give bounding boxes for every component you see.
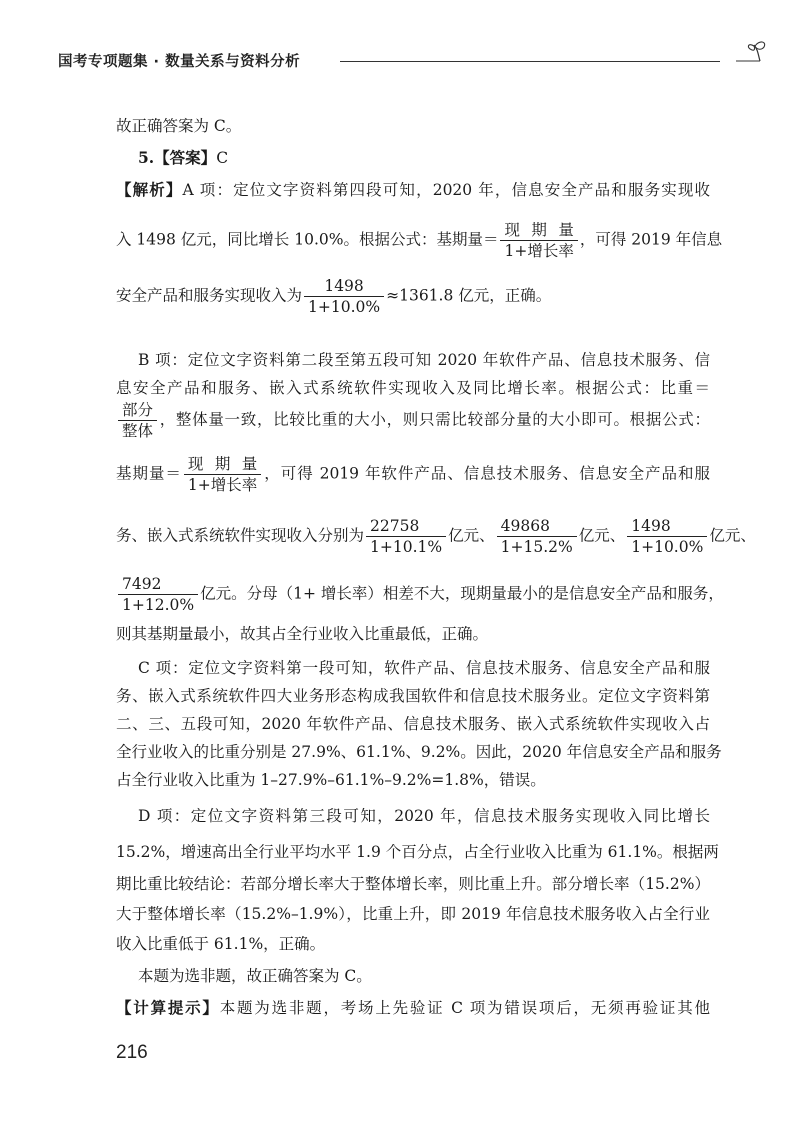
- text-line: 15.2%，增速高出全行业平均水平 1.9 个百分点，占全行业收入比重为 61.1%。根据两: [116, 843, 719, 861]
- text-line: $\frac{7492}{1+12.0\%}$ 亿元。分母（1+ 增长率）相差不大，现期量最小的是信息安全产品和服务，: [116, 574, 710, 615]
- text-line: 期比重比较结论：若部分增长率大于整体增长率，则比重上升。部分增长率（15.2%）: [116, 875, 710, 893]
- text-line: 则其基期量最小，故其占全行业收入比重最低，正确。: [116, 625, 489, 643]
- running-header-title: 国考专项题集 · 数量关系与资料分析: [58, 54, 301, 70]
- text-line: 全行业收入的比重分别是 27.9%、61.1%、9.2%。因此，2020 年信息安全产品和服务: [116, 743, 722, 761]
- text-line: B 项：定位文字资料第二段至第五段可知 2020 年软件产品、信息技术服务、信: [138, 351, 710, 369]
- page-number: 216: [116, 1042, 148, 1063]
- analysis-line: 【解析】A 项：定位文字资料第四段可知，2020 年，信息安全产品和服务实现收: [116, 180, 710, 199]
- fraction-info-security: $\frac{1498}{1+10.0\%}$: [627, 516, 707, 557]
- analysis-label: 【解析】: [116, 180, 183, 199]
- answer-label: 5.【答案】: [138, 148, 217, 167]
- text-line: 基期量＝ $\frac{\text{现期量}}{\text{1+增长率}}$ ，可得 2019 年软件产品、信息技术服务、信息安全产品和服: [116, 455, 710, 494]
- text-line: 务、嵌入式系统软件实现收入分别为 $\frac{22758}{1+10.1\%}$ 亿元、 $\frac{49868}{1+15.2\%}$ 亿元、 $\frac{1498}{1+10.0\%}$ 亿元、: [116, 517, 756, 556]
- fraction-software: $\frac{22758}{1+10.1\%}$: [366, 516, 446, 557]
- running-header: [58, 46, 718, 76]
- calc-tip-label: 【计算提示】: [116, 998, 220, 1017]
- fraction-share: $\frac{\text{部分}}{\text{整体}}$: [118, 400, 157, 441]
- text-line: 收入比重低于 61.1%，正确。: [116, 935, 326, 953]
- answer-line: 5.【答案】C: [138, 148, 229, 167]
- text-line: C 项：定位文字资料第一段可知，软件产品、信息技术服务、信息安全产品和服: [138, 659, 710, 677]
- fraction-base-formula: $\frac{\text{现期量}}{\text{1+增长率}}$: [500, 220, 577, 261]
- text-line: 务、嵌入式系统软件四大业务形态构成我国软件和信息技术服务业。定位文字资料第: [116, 687, 710, 705]
- fraction-base-formula-2: $\frac{\text{现期量}}{\text{1+增长率}}$: [184, 454, 261, 495]
- text-line: 本题为选非题，故正确答案为 C。: [138, 967, 372, 985]
- text-line: D 项：定位文字资料第三段可知，2020 年，信息技术服务实现收入同比增长: [138, 807, 710, 825]
- text-line: 占全行业收入比重为 1–27.9%–61.1%–9.2%=1.8%，错误。: [116, 771, 546, 789]
- text-line: 大于整体增长率（15.2%–1.9%），比重上升，即 2019 年信息技术服务收入占全行业: [116, 905, 710, 923]
- text-line: $\frac{\text{部分}}{\text{整体}}$ ，整体量一致，比较比重的大小，则只需比较部分量的大小即可。根据公式：: [116, 400, 710, 441]
- header-rule: [340, 61, 720, 62]
- text-line: 安全产品和服务实现收入为 $\frac{1498}{1+10.0\%}$ ≈1361.8 亿元，正确。: [116, 277, 552, 316]
- fraction-embedded: $\frac{7492}{1+12.0\%}$: [118, 574, 198, 615]
- text-line: 二、三、五段可知，2020 年软件产品、信息技术服务、嵌入式系统软件实现收入占: [116, 715, 710, 733]
- sprout-icon: [730, 38, 774, 72]
- text-line: 入 1498 亿元，同比增长 10.0%。根据公式：基期量＝ $\frac{\text{现期量}}{\text{1+增长率}}$ ，可得 2019 年信息: [116, 221, 723, 260]
- fraction-info-security-2019: $\frac{1498}{1+10.0\%}$: [304, 276, 384, 317]
- calc-tip-line: 【计算提示】本题为选非题，考场上先验证 C 项为错误项后，无须再验证其他: [116, 998, 710, 1017]
- text-line: 息安全产品和服务、嵌入式系统软件实现收入及同比增长率。根据公式：比重＝: [116, 379, 710, 397]
- fraction-it-service: $\frac{49868}{1+15.2\%}$: [497, 516, 577, 557]
- text-line: 故正确答案为 C。: [116, 117, 242, 135]
